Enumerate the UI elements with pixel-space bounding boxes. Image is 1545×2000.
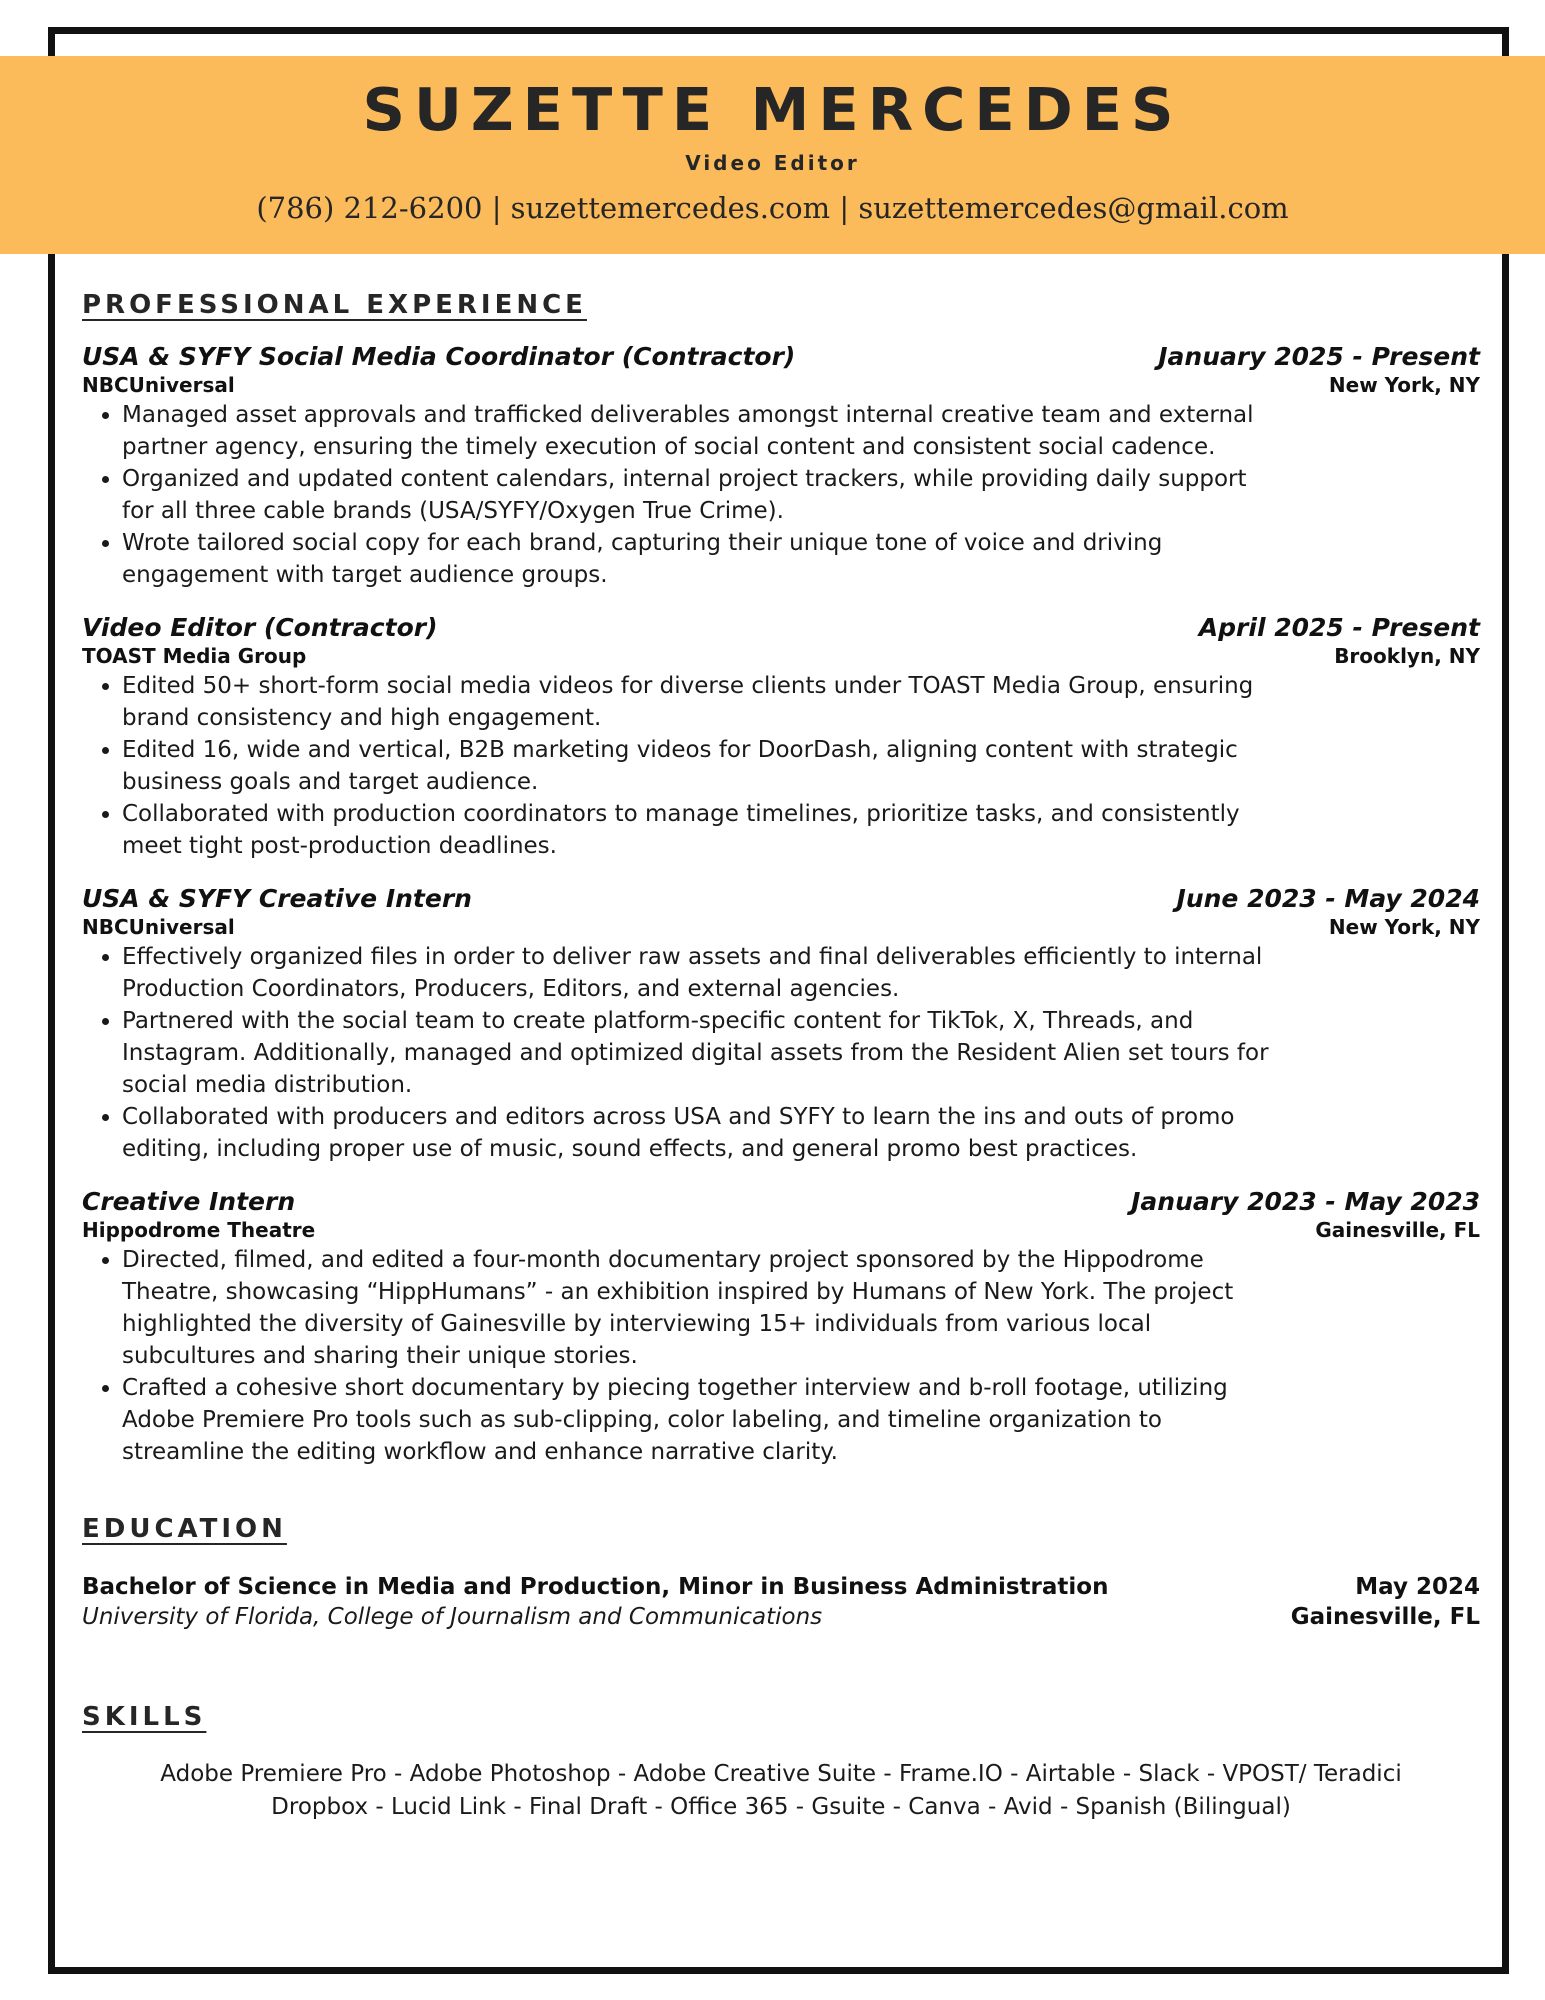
education-entry (82, 1574, 1480, 1600)
job-title: USA & SYFY Creative Intern (82, 884, 472, 913)
job-subheader (82, 373, 1480, 397)
job-location: New York, NY (1328, 373, 1480, 397)
contact-line: (786) 212-6200 | suzettemercedes.com | suzettemercedes@gmail.com (256, 191, 1289, 225)
job-date: April 2025 - Present (1198, 613, 1480, 642)
job-header (82, 613, 1480, 642)
job-header (82, 884, 1480, 913)
job-title: Video Editor (Contractor) (82, 613, 438, 642)
job-bullet: • Effectively organized files in order to deliver raw assets and final deliverables efficiently to internal Production Coordinators, Producers, Editors, and external agencies. (122, 941, 1272, 1005)
job-bullet: • Managed asset approvals and trafficked deliverables amongst internal creative team and external partner agency, ensuring the timely execution of social content and consistent social cadence. (122, 399, 1272, 463)
job-title: USA & SYFY Social Media Coordinator (Contractor) (82, 342, 796, 371)
resume-body (82, 254, 1480, 1824)
experience-heading: PROFESSIONAL EXPERIENCE (82, 290, 587, 320)
skills-line: Adobe Premiere Pro - Adobe Photoshop - Adobe Creative Suite - Frame.IO - Airtable - Slack - VPOST/ Teradici (160, 1761, 1402, 1787)
candidate-title: Video Editor (685, 151, 860, 175)
job-entry (82, 884, 1480, 1165)
job-header (82, 342, 1480, 371)
job-subheader (82, 1218, 1480, 1242)
job-subheader (82, 644, 1480, 668)
job-location: Gainesville, FL (1315, 1218, 1480, 1242)
job-entry (82, 613, 1480, 862)
education-heading: EDUCATION (82, 1514, 287, 1544)
job-bullet: • Organized and updated content calendars, internal project trackers, while providing daily support for all three cable brands (USA/SYFY/Oxygen True Crime). (122, 463, 1272, 527)
job-bullets (82, 1244, 1272, 1468)
job-subheader (82, 915, 1480, 939)
job-location: New York, NY (1328, 915, 1480, 939)
job-location: Brooklyn, NY (1334, 644, 1480, 668)
job-date: January 2025 - Present (1158, 342, 1480, 371)
job-date: January 2023 - May 2023 (1131, 1187, 1480, 1216)
company-name: Hippodrome Theatre (82, 1218, 316, 1242)
job-bullet: • Wrote tailored social copy for each brand, capturing their unique tone of voice and driving engagement with target audience groups. (122, 527, 1272, 591)
skills-heading: SKILLS (82, 1702, 207, 1732)
job-bullet: • Edited 50+ short-form social media videos for diverse clients under TOAST Media Group, ensuring brand consistency and high engagement. (122, 670, 1272, 734)
experience-list (82, 342, 1480, 1468)
company-name: NBCUniversal (82, 373, 235, 397)
job-bullets (82, 399, 1272, 591)
company-name: NBCUniversal (82, 915, 235, 939)
education-date: May 2024 (1355, 1574, 1480, 1600)
job-header (82, 1187, 1480, 1216)
job-bullet: • Collaborated with production coordinators to manage timelines, prioritize tasks, and consistently meet tight post-production deadlines. (122, 798, 1272, 862)
job-title: Creative Intern (82, 1187, 296, 1216)
job-bullet: • Crafted a cohesive short documentary by piecing together interview and b-roll footage, utilizing Adobe Premiere Pro tools such as sub-clipping, color labeling, and timeline organization to streamline the editing workflow and enhance narrative clarity. (122, 1372, 1272, 1468)
job-bullet: • Edited 16, wide and vertical, B2B marketing videos for DoorDash, aligning content with strategic business goals and target audience. (122, 734, 1272, 798)
job-entry (82, 1187, 1480, 1468)
job-bullet: • Directed, filmed, and edited a four-month documentary project sponsored by the Hippodrome Theatre, showcasing “HippHumans” - an exhibition inspired by Humans of New York. The project highlighted the diversity of Gainesville by interviewing 15+ individuals from various local subcultures and sharing their unique stories. (122, 1244, 1272, 1372)
job-bullets (82, 670, 1272, 862)
school: University of Florida, College of Journalism and Communications (82, 1604, 823, 1630)
skills-list (82, 1758, 1480, 1824)
candidate-name: SUZETTE MERCEDES (362, 75, 1183, 144)
degree: Bachelor of Science in Media and Production, Minor in Business Administration (82, 1574, 1109, 1600)
company-name: TOAST Media Group (82, 644, 307, 668)
job-bullets (82, 941, 1272, 1165)
skills-line: Dropbox - Lucid Link - Final Draft - Office 365 - Gsuite - Canva - Avid - Spanish (Bilingual) (271, 1794, 1291, 1820)
job-bullet: • Collaborated with producers and editors across USA and SYFY to learn the ins and outs of promo editing, including proper use of music, sound effects, and general promo best practices. (122, 1101, 1272, 1165)
education-location: Gainesville, FL (1290, 1604, 1480, 1630)
header-banner (0, 56, 1545, 254)
job-date: June 2023 - May 2024 (1176, 884, 1480, 913)
job-entry (82, 342, 1480, 591)
job-bullet: • Partnered with the social team to create platform-specific content for TikTok, X, Threads, and Instagram. Additionally, managed and optimized digital assets from the Resident Alien set tours for social media distribution. (122, 1005, 1272, 1101)
education-details (82, 1604, 1480, 1630)
